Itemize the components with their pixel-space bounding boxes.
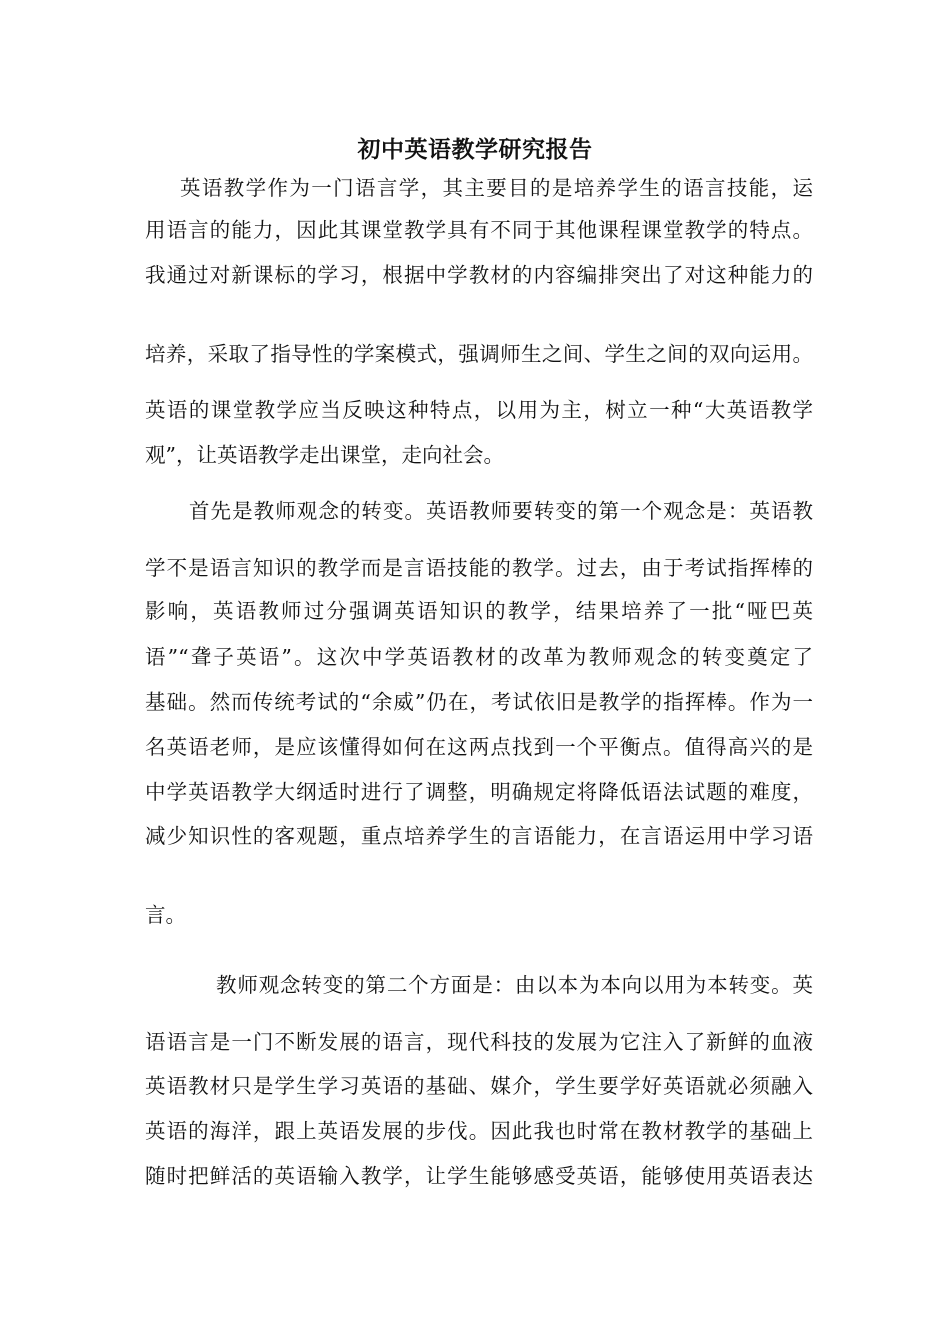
paragraph-line: 观”，让英语教学走出课堂，走向社会。 [145, 443, 504, 467]
paragraph-line: 学不是语言知识的教学而是言语技能的教学。过去，由于考试指挥棒的 [145, 556, 813, 580]
paragraph-line: 言。 [145, 903, 186, 927]
paragraph-line: 基础。然而传统考试的“余威”仍在，考试依旧是教学的指挥棒。作为一 [145, 690, 813, 714]
paragraph-line: 首先是教师观念的转变。英语教师要转变的第一个观念是：英语教 [189, 499, 813, 523]
paragraph-line: 用语言的能力，因此其课堂教学具有不同于其他课程课堂教学的特点。 [145, 218, 813, 242]
paragraph-line: 语”“聋子英语”。这次中学英语教材的改革为教师观念的转变奠定了 [145, 645, 813, 669]
paragraph-line: 教师观念转变的第二个方面是：由以本为本向以用为本转变。英 [216, 973, 813, 997]
paragraph-line: 英语教学作为一门语言学，其主要目的是培养学生的语言技能，运 [180, 176, 813, 200]
paragraph-line: 英语的课堂教学应当反映这种特点，以用为主，树立一种“大英语教学 [145, 398, 813, 422]
paragraph-line: 我通过对新课标的学习，根据中学教材的内容编排突出了对这种能力的 [145, 263, 813, 287]
paragraph-line: 名英语老师，是应该懂得如何在这两点找到一个平衡点。值得高兴的是 [145, 735, 813, 759]
document-title: 初中英语教学研究报告 [357, 136, 593, 163]
paragraph-line: 英语教材只是学生学习英语的基础、媒介，学生要学好英语就必须融入 [145, 1074, 813, 1098]
paragraph-line: 培养，采取了指导性的学案模式，强调师生之间、学生之间的双向运用。 [145, 342, 813, 366]
paragraph-line: 语语言是一门不断发展的语言，现代科技的发展为它注入了新鲜的血液 [145, 1030, 813, 1054]
paragraph-line: 随时把鲜活的英语输入教学，让学生能够感受英语，能够使用英语表达 [145, 1164, 813, 1188]
paragraph-line: 中学英语教学大纲适时进行了调整，明确规定将降低语法试题的难度， [145, 780, 813, 804]
paragraph-line: 减少知识性的客观题，重点培养学生的言语能力，在言语运用中学习语 [145, 824, 813, 848]
paragraph-line: 英语的海洋，跟上英语发展的步伐。因此我也时常在教材教学的基础上 [145, 1119, 813, 1143]
paragraph-line: 影响，英语教师过分强调英语知识的教学，结果培养了一批“哑巴英 [145, 599, 813, 623]
